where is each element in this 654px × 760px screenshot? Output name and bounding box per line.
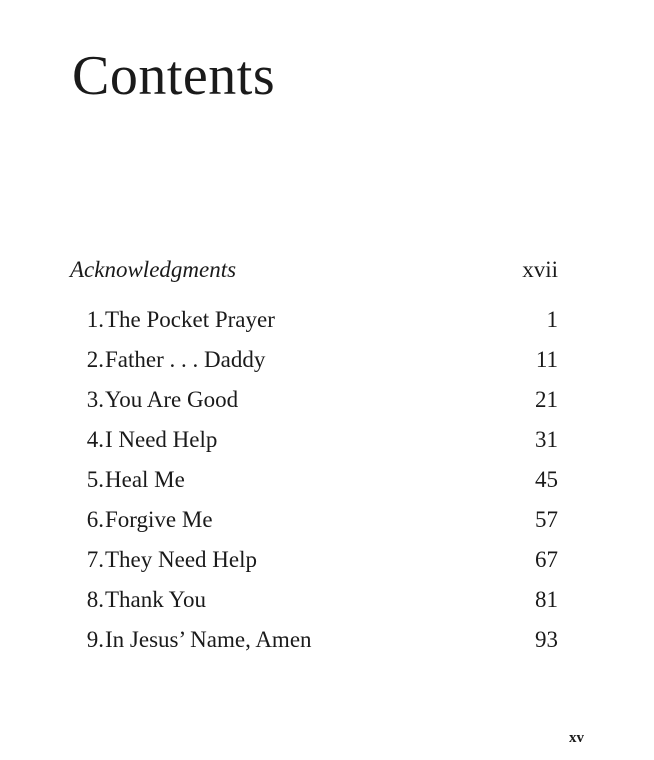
chapter-page: 1 <box>546 307 558 332</box>
chapter-number: 4. <box>86 427 104 452</box>
chapter-page: 21 <box>535 387 558 412</box>
chapter-number: 7. <box>86 547 104 572</box>
chapter-page: 31 <box>535 427 558 452</box>
toc-entry-title: Acknowledgments <box>70 257 237 282</box>
toc-entry-chapter-2[interactable] <box>70 344 558 384</box>
toc-entry-chapter-7[interactable] <box>70 544 558 584</box>
toc-entry-label <box>70 384 238 416</box>
toc-entry-label <box>70 544 257 576</box>
toc-entry-chapter-8[interactable] <box>70 584 558 624</box>
page-title: Contents <box>72 45 276 107</box>
chapter-title: Father . . . Daddy <box>105 347 266 372</box>
chapter-number: 5. <box>86 467 104 492</box>
page-folio: xv <box>569 730 584 746</box>
chapter-title: I Need Help <box>105 427 218 452</box>
chapter-title: Forgive Me <box>105 507 213 532</box>
chapter-page: 81 <box>535 587 558 612</box>
toc-entry-label <box>70 584 206 616</box>
chapter-page: 93 <box>535 627 558 652</box>
toc-entry-chapter-9[interactable] <box>70 624 558 664</box>
toc-entry-acknowledgments[interactable] <box>70 254 558 304</box>
toc-entry-chapter-4[interactable] <box>70 424 558 464</box>
chapter-page: 57 <box>535 507 558 532</box>
toc-entry-label <box>70 624 312 656</box>
chapter-page: 67 <box>535 547 558 572</box>
toc-entry-label <box>70 504 213 536</box>
chapter-number: 6. <box>86 507 104 532</box>
chapter-title: Heal Me <box>105 467 185 492</box>
chapter-title: In Jesus’ Name, Amen <box>105 627 312 652</box>
toc-entry-chapter-3[interactable] <box>70 384 558 424</box>
chapter-number: 9. <box>86 627 104 652</box>
toc-entry-label <box>70 344 265 376</box>
toc-entry-label <box>70 424 217 456</box>
toc-entry-label <box>70 304 275 336</box>
chapter-number: 8. <box>86 587 104 612</box>
chapter-number: 2. <box>86 347 104 372</box>
toc-entry-chapter-1[interactable] <box>70 304 558 344</box>
chapter-page: 11 <box>535 347 558 372</box>
chapter-page: 45 <box>535 467 558 492</box>
chapter-title: They Need Help <box>105 547 257 572</box>
chapter-title: Thank You <box>105 587 206 612</box>
toc-entry-page: xvii <box>522 257 558 282</box>
toc-entry-label <box>70 464 185 496</box>
toc-entry-chapter-5[interactable] <box>70 464 558 504</box>
chapter-title: You Are Good <box>105 387 239 412</box>
chapter-number: 1. <box>86 307 104 332</box>
chapter-number: 3. <box>86 387 104 412</box>
table-of-contents <box>70 254 558 664</box>
chapter-title: The Pocket Prayer <box>105 307 275 332</box>
toc-entry-chapter-6[interactable] <box>70 504 558 544</box>
